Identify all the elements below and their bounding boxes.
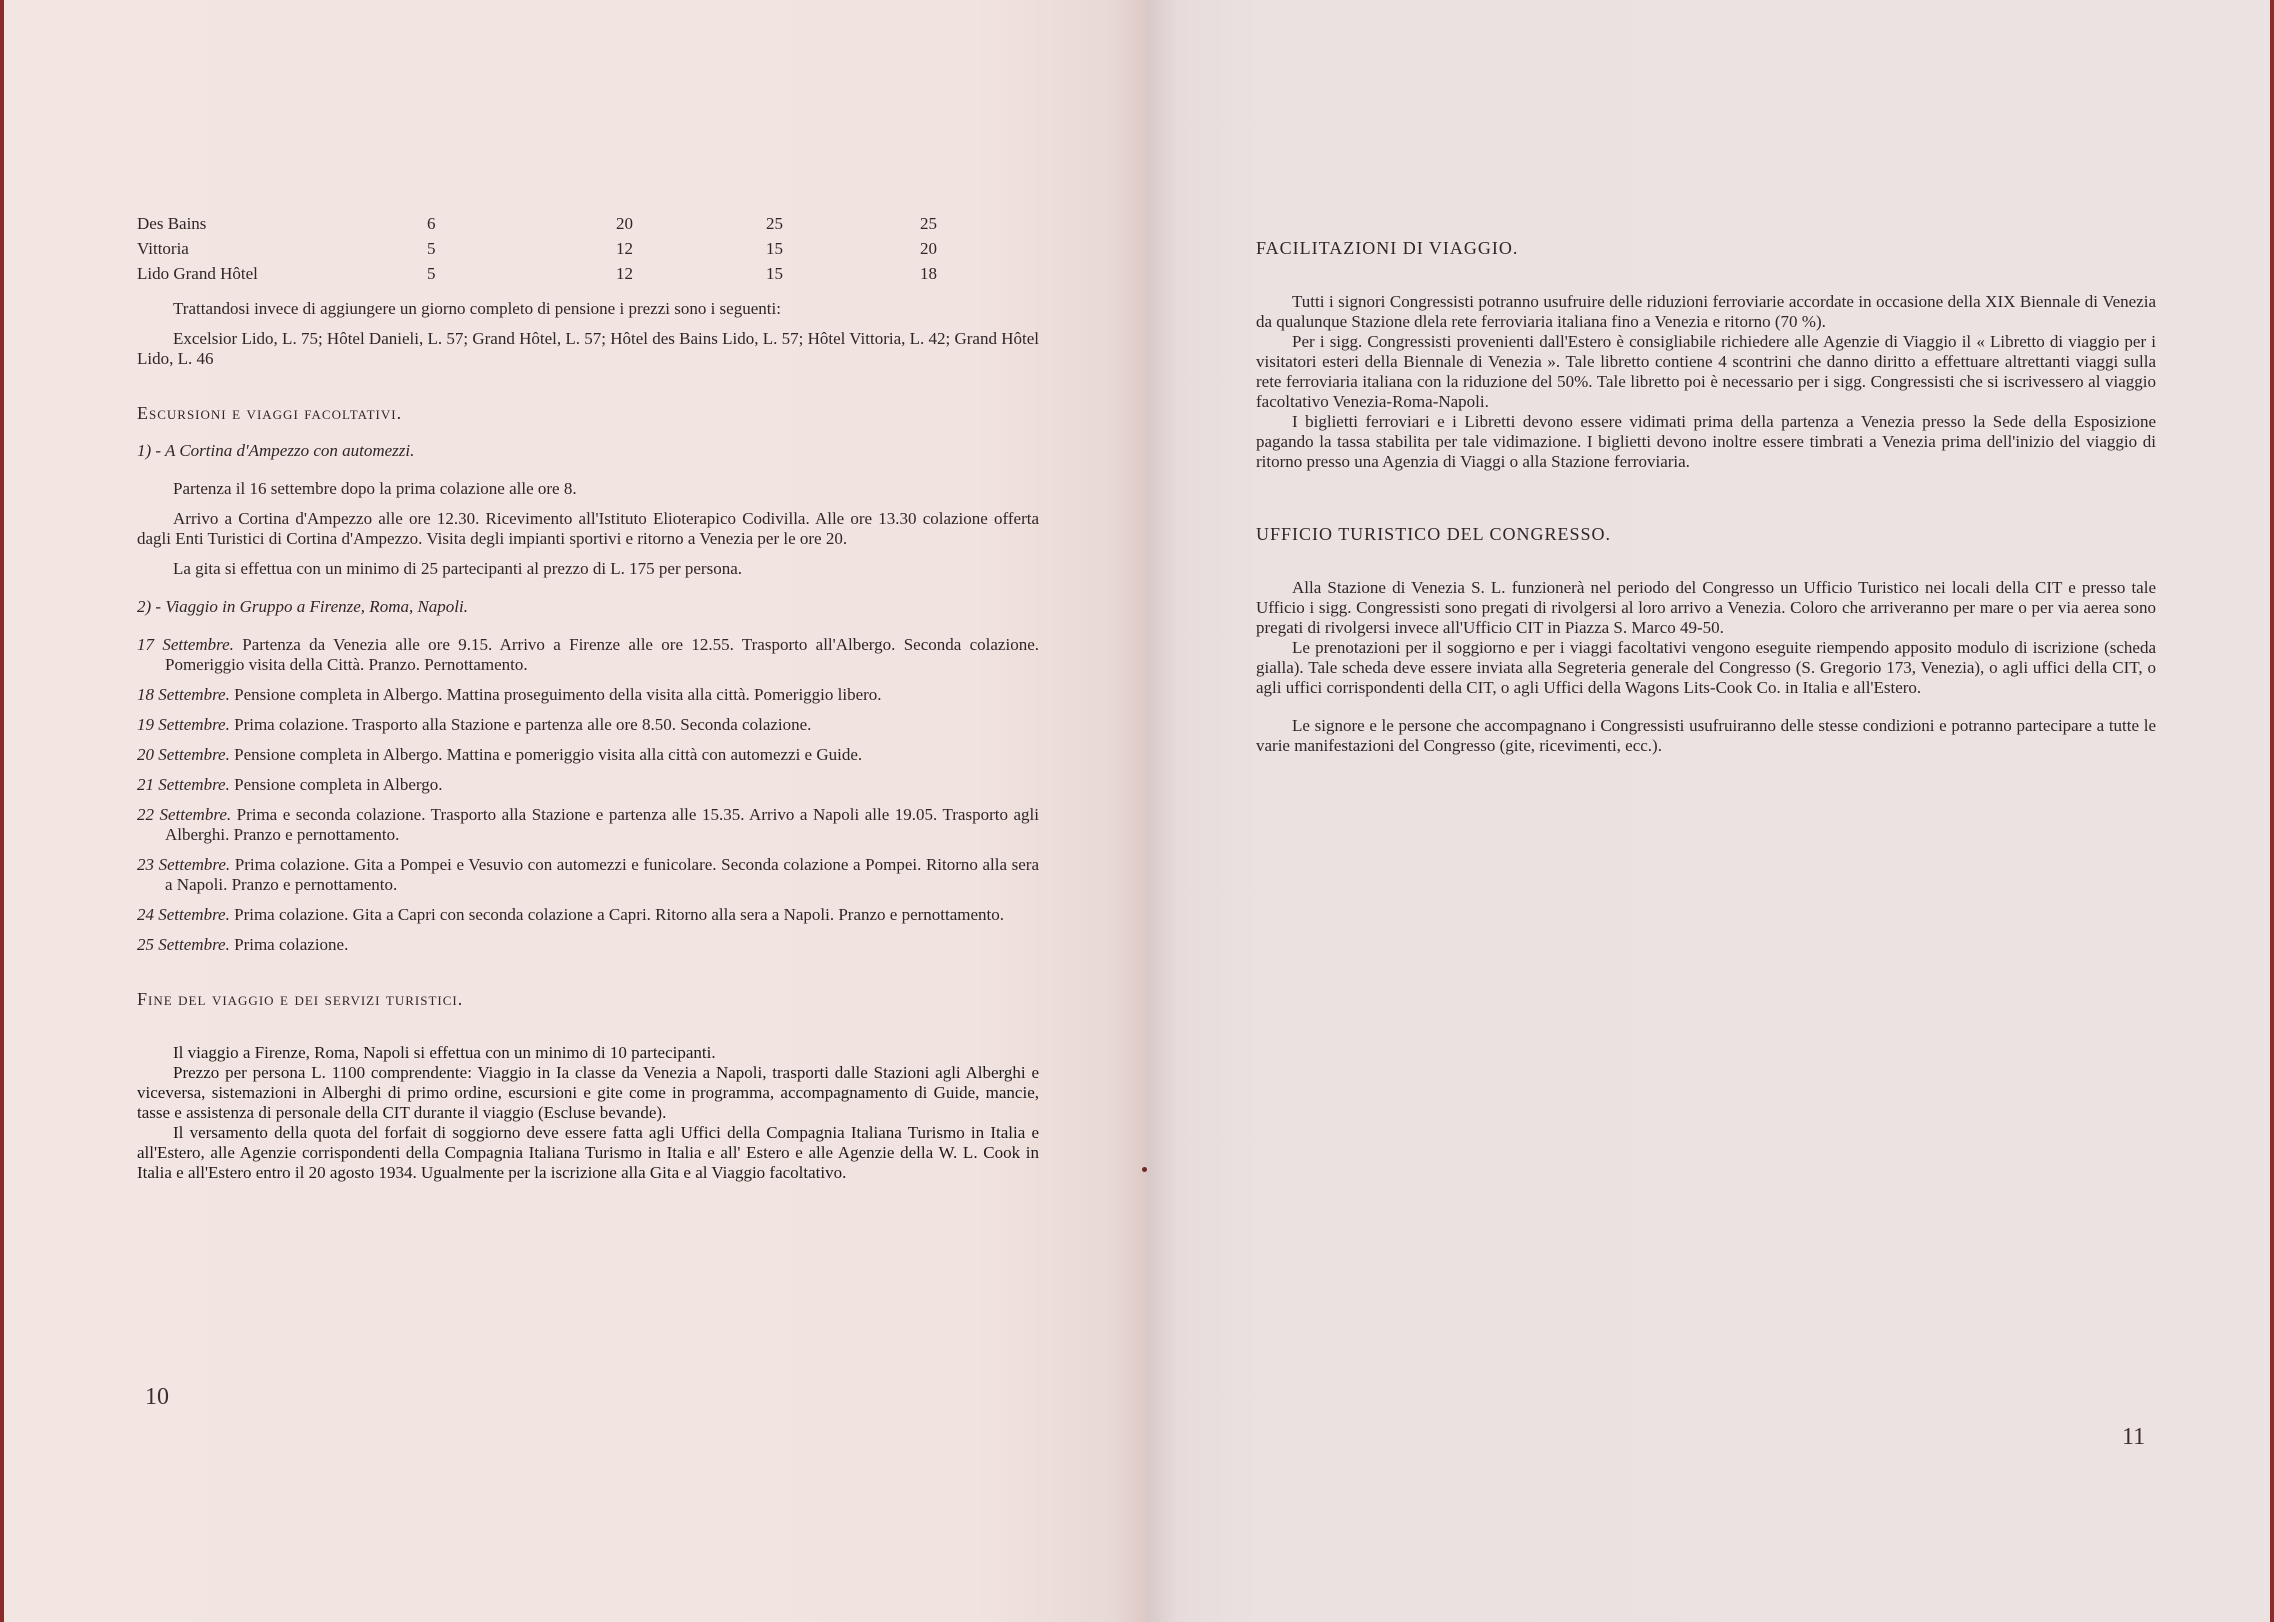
end-of-trip-heading: Fine del viaggio e dei servizi turistici.: [137, 989, 464, 1009]
end-price-details: Prezzo per persona L. 1100 comprendente: Viaggio in Ia classe da Venezia a Napoli, trasporti dalle Stazioni agli Alberghi e viceversa, sistemazioni in Alberghi di primo ordine, escursioni e gite come in programma, accompagnamento di Guide, mancie, tasse e assistenza di personale della CIT durante il viaggio (Escluse bevande).: [137, 1063, 1039, 1122]
office-paragraph-1: Alla Stazione di Venezia S. L. funzionerà nel periodo del Congresso un Ufficio Turistico nei locali della CIT e presso tale Ufficio i sigg. Congressisti sono pregati di rivolgersi al loro arrivo a Venezia. Coloro che arriveranno per mare o per via aerea sono pregati di rivolgersi invece all'Ufficio CIT in Piazza S. Marco 49-50.: [1256, 578, 2156, 637]
list-item: 20 Settembre. Pensione completa in Albergo. Mattina e pomeriggio visita alla città con automezzi e Guide.: [137, 745, 863, 764]
travel-heading: FACILITAZIONI DI VIAGGIO.: [1256, 238, 1519, 258]
end-of-trip-section: [137, 1043, 1039, 1183]
end-minimum-participants: Il viaggio a Firenze, Roma, Napoli si effettua con un minimo di 10 partecipanti.: [173, 1043, 716, 1062]
excursion-1-program: Arrivo a Cortina d'Ampezzo alle ore 12.30. Ricevimento all'Istituto Elioterapico Codivilla. Alle ore 13.30 colazione offerta dagli Enti Turistici di Cortina d'Ampezzo. Visita degli impianti sportivi e ritorno a Venezia per le ore 20.: [137, 509, 1039, 548]
excursion-1-departure: Partenza il 16 settembre dopo la prima colazione alle ore 8.: [173, 479, 577, 498]
binding-mark: [1142, 1167, 1147, 1172]
travel-paragraph-1: Tutti i signori Congressisti potranno usufruire delle riduzioni ferroviarie accordate in occasione della XIX Biennale di Venezia da qualunque Stazione dlela rete ferroviaria italiana fino a Venezia e ritorno (70 %).: [1256, 292, 2156, 331]
office-paragraph-2: Le prenotazioni per il soggiorno e per i viaggi facoltativi vengono eseguite riempendo apposito modulo di iscrizione (scheda gialla). Tale scheda deve essere inviata alla Segreteria generale del Congresso (S. Gregorio 173, Venezia), o agli uffici della CIT, o agli uffici corrispondenti della CIT, o agli Uffici della Wagons Lits-Cook Co. in Italia e all'Estero.: [1256, 638, 2156, 697]
travel-paragraph-2: Per i sigg. Congressisti provenienti dall'Estero è consigliabile richiedere alle Agenzie di Viaggio il « Libretto di viaggio per i visitatori esteri della Biennale di Venezia ». Tale libretto contiene 4 scontrini che danno diritto a effettuare altrettanti viaggi sulla rete ferroviaria italiana con la riduzione del 50%. Tale libretto poi è necessario per i sigg. Congressisti che si iscrivessero al viaggio facoltativo Venezia-Roma-Napoli.: [1256, 332, 2156, 411]
table-row: Lido Grand Hôtel 5 12 15 18: [137, 264, 937, 283]
end-payment-details: Il versamento della quota del forfait di soggiorno deve essere fatta agli Uffici della Compagnia Italiana Turismo in Italia e all'Estero, alle Agenzie corrispondenti della Compagnia Italiana Turismo in Italia e all' Estero e alle Agenzie della W. L. Cook in Italia e all'Estero entro il 20 agosto 1934. Ugualmente per la iscrizione alla Gita e al Viaggio facoltativo.: [137, 1123, 1039, 1182]
travel-paragraph-3: I biglietti ferroviari e i Libretti devono essere vidimati prima della partenza a Venezia presso la Sede della Esposizione pagando la tassa stabilita per tale vidimazione. I biglietti devono inoltre essere timbrati a Venezia prima dell'inizio del viaggio di ritorno presso una Agenzia di Viaggi o alla Stazione ferroviaria.: [1256, 412, 2156, 471]
left-page-content: [137, 214, 1039, 1183]
right-page-content: [1256, 238, 2156, 756]
list-item: 19 Settembre. Prima colazione. Trasporto alla Stazione e partenza alle ore 8.50. Seconda colazione.: [137, 715, 812, 734]
list-item: 17 Settembre. Partenza da Venezia alle ore 9.15. Arrivo a Firenze alle ore 12.55. Trasporto all'Albergo. Seconda colazione. Pomeriggio visita della Città. Pranzo. Pernottamento.: [137, 635, 1039, 674]
office-paragraph-3: Le signore e le persone che accompagnano i Congressisti usufruiranno delle stesse condizioni e potranno partecipare a tutte le varie manifestazioni del Congresso (gite, ricevimenti, ecc.).: [1256, 716, 2156, 755]
itinerary-list: [137, 635, 1039, 955]
list-item: 23 Settembre. Prima colazione. Gita a Pompei e Vesuvio con automezzi e funicolare. Seconda colazione a Pompei. Ritorno alla sera a Napoli. Pranzo e pernottamento.: [137, 855, 1039, 894]
list-item: 18 Settembre. Pensione completa in Albergo. Mattina proseguimento della visita alla città. Pomeriggio libero.: [137, 685, 882, 704]
excursion-1-price: La gita si effettua con un minimo di 25 partecipanti al prezzo di L. 175 per persona.: [173, 559, 743, 578]
extra-day-prices: Excelsior Lido, L. 75; Hôtel Danieli, L. 57; Grand Hôtel, L. 57; Hôtel des Bains Lido, L. 57; Hôtel Vittoria, L. 42; Grand Hôtel Lido, L. 46: [137, 329, 1039, 368]
excursion-1-title: 1) - A Cortina d'Ampezzo con automezzi.: [137, 441, 415, 460]
hotel-price-table: [137, 214, 957, 289]
list-item: 25 Settembre. Prima colazione.: [137, 935, 349, 954]
page-number-right: 11: [2122, 1424, 2146, 1450]
list-item: 21 Settembre. Pensione completa in Albergo.: [137, 775, 443, 794]
excursion-2-title: 2) - Viaggio in Gruppo a Firenze, Roma, Napoli.: [137, 597, 469, 616]
list-item: 22 Settembre. Prima e seconda colazione. Trasporto alla Stazione e partenza alle 15.35. Arrivo a Napoli alle 19.05. Trasporto agli Alberghi. Pranzo e pernottamento.: [137, 805, 1039, 844]
page-number-left: 10: [145, 1384, 169, 1410]
extra-day-intro: Trattandosi invece di aggiungere un giorno completo di pensione i prezzi sono i seguenti:: [173, 299, 781, 318]
table-row: Vittoria 5 12 15 20: [137, 239, 937, 258]
list-item: 24 Settembre. Prima colazione. Gita a Capri con seconda colazione a Capri. Ritorno alla sera a Napoli. Pranzo e pernottamento.: [137, 905, 1005, 924]
tourist-office-heading: UFFICIO TURISTICO DEL CONGRESSO.: [1256, 524, 1612, 544]
table-row: Des Bains 6 20 25 25: [137, 214, 937, 233]
excursions-heading: Escursioni e viaggi facoltativi.: [137, 403, 403, 423]
